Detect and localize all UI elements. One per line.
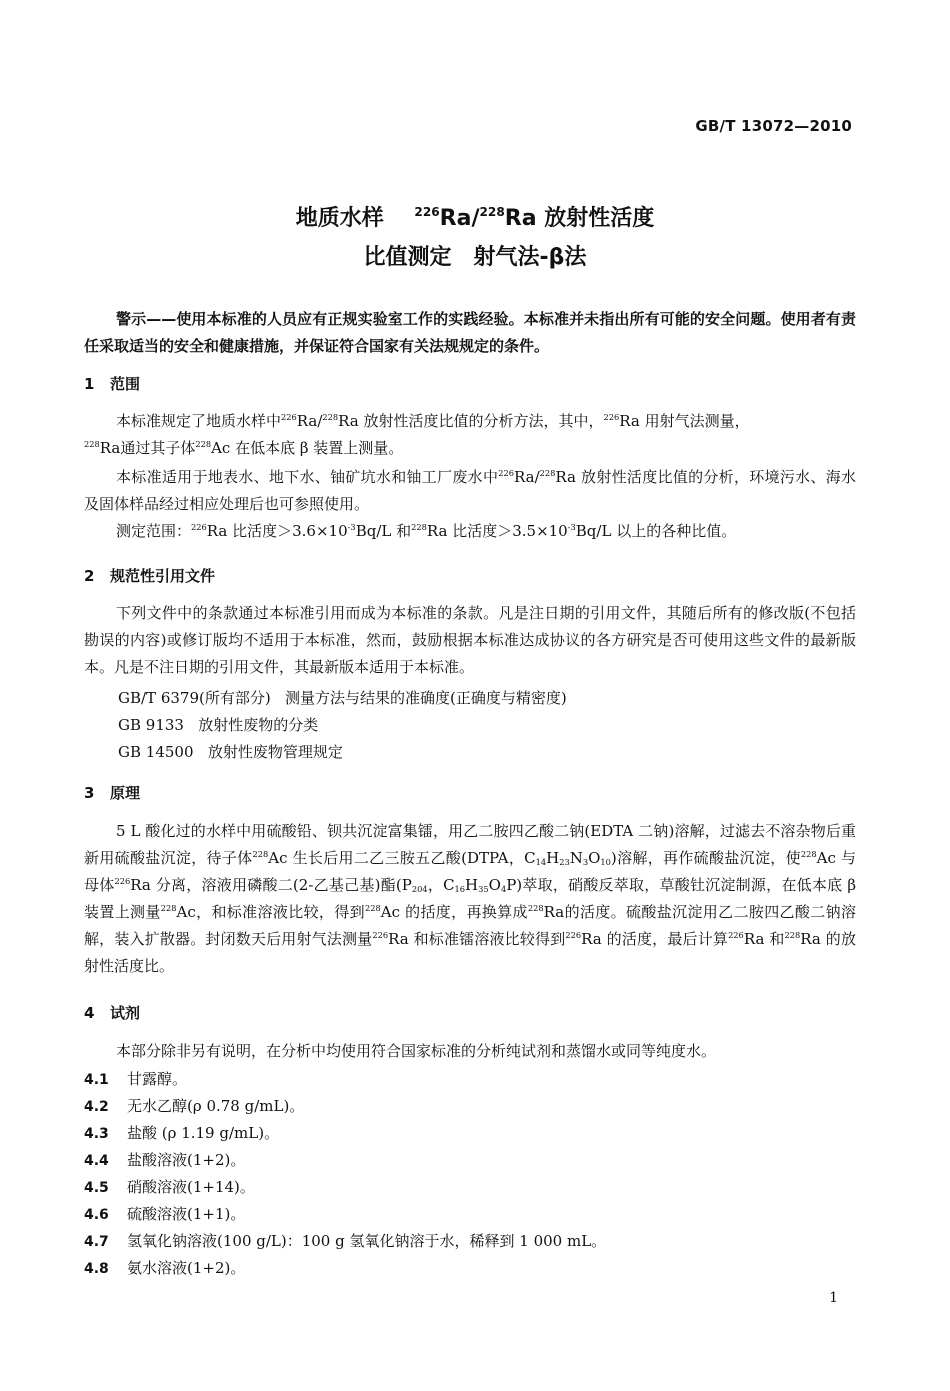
exponent: -3 [567, 521, 576, 532]
section-number: 2 [84, 567, 95, 585]
item-text: 硝酸溶液(1+14)。 [127, 1178, 255, 1196]
reagent-item [84, 1068, 187, 1089]
text-run: Ra 比活度＞3.6×10 [206, 522, 348, 540]
scope-paragraph-3 [84, 518, 856, 545]
text-run: N [569, 849, 583, 867]
scope-paragraph-2 [84, 464, 856, 518]
section-number: 4 [84, 1004, 95, 1022]
mass-number: 228 [195, 438, 212, 449]
text-run: Ra 和标准镭溶液比较得到 [388, 930, 566, 948]
subscript: 204 [411, 884, 428, 895]
item-number: 4.7 [84, 1234, 109, 1250]
section-number: 1 [84, 375, 95, 393]
mass-number: 226 [372, 929, 389, 940]
text-run: Ra 和 [743, 930, 785, 948]
item-text: 硫酸溶液(1+1)。 [127, 1205, 246, 1223]
item-number: 4.4 [84, 1153, 109, 1169]
subscript: 35 [478, 884, 489, 895]
section-title: 规范性引用文件 [110, 567, 216, 585]
mass-number: 226 [498, 467, 515, 478]
text-run: Ac 的括度，再换算成 [380, 903, 528, 921]
text-run: Ra的活度。硫酸盐沉淀用乙二胺四乙酸二钠溶解，装入扩散器。封闭数天后用射气法测量 [84, 903, 856, 948]
item-text: 盐酸溶液(1+2)。 [127, 1151, 246, 1169]
reference-title: 放射性废物的分类 [198, 716, 319, 734]
item-number: 4.1 [84, 1072, 109, 1088]
text-run: Bq/L 以上的各种比值。 [575, 522, 737, 540]
item-number: 4.5 [84, 1180, 109, 1196]
reagent-item [84, 1176, 255, 1197]
mass-number: 228 [539, 467, 556, 478]
scope-paragraph-1 [84, 408, 856, 462]
subscript: 3 [582, 857, 589, 868]
item-text: 氢氧化钠溶液(100 g/L)：100 g 氢氧化钠溶于水，稀释到 1 000 mL。 [127, 1232, 607, 1250]
reference-title: 放射性废物管理规定 [207, 743, 343, 761]
section-number: 3 [84, 784, 95, 802]
reference-code: GB 9133 [118, 716, 184, 734]
title-text: 地质水样 [295, 206, 384, 231]
mass-number: 228 [800, 848, 817, 859]
mass-number: 226 [191, 521, 207, 532]
reagent-item [84, 1230, 606, 1251]
text-run: Ac 生长后用二乙三胺五乙酸(DTPA，C [268, 849, 536, 867]
reagent-item [84, 1095, 304, 1116]
page-number: 1 [829, 1290, 838, 1306]
text-run: H [465, 876, 479, 894]
text-run: Ac 在低本底 β 装置上测量。 [211, 439, 404, 457]
text-run: O [588, 849, 601, 867]
text-run: O [488, 876, 501, 894]
reagents-intro-paragraph: 本部分除非另有说明，在分析中均使用符合国家标准的分析纯试剂和蒸馏水或同等纯度水。 [116, 1042, 717, 1060]
warning-paragraph: 警示——使用本标准的人员应有正规实验室工作的实践经验。本标准并未指出所有可能的安全问题。使用者有责任采取适当的安全和健康措施，并保证符合国家有关法规规定的条件。 [84, 310, 856, 355]
text-run: Ra 放射性活度比值的分析，环境污水、海水及固体样品经过相应处理后也可参照使用。 [84, 468, 856, 513]
mass-number: 228 [364, 902, 381, 913]
item-text: 盐酸 (ρ 1.19 g/mL)。 [127, 1124, 280, 1142]
subscript: 14 [535, 857, 547, 868]
text-run: Ac 与母体 [84, 849, 856, 894]
document-title [0, 201, 950, 232]
text-run: Ra通过其子体 [99, 439, 196, 457]
reference-item [118, 741, 343, 762]
text-run: Ra 比活度＞3.5×10 [426, 522, 568, 540]
text-run: Ra 用射气法测量， [619, 412, 750, 430]
text-run: Ra 的活度，最后计算 [581, 930, 729, 948]
mass-number: 228 [322, 411, 339, 422]
item-text: 甘露醇。 [127, 1070, 188, 1088]
reagent-item [84, 1203, 245, 1224]
text-run: ，C [427, 876, 455, 894]
reagent-item [84, 1149, 245, 1170]
mass-number: 228 [84, 438, 100, 449]
text-run: Ra 放射性活度比值的分析方法，其中， [338, 412, 604, 430]
section-heading-normative-references [84, 565, 215, 586]
text-run: Bq/L 和 [355, 522, 412, 540]
subscript: 23 [559, 857, 570, 868]
mass-number: 228 [527, 902, 544, 913]
text-run: 测定范围： [116, 522, 192, 540]
mass-number: 228 [252, 848, 269, 859]
text-run: 5 L 酸化过的水样中用硫酸铅、钡共沉淀富集镭，用乙二胺四乙酸二钠(EDTA 二钠)溶解，过滤去不溶杂物后重新用硫酸盐沉淀，待子体 [84, 822, 856, 867]
element-symbol: Ra [504, 206, 537, 231]
normative-intro-paragraph: 下列文件中的条款通过本标准引用而成为本标准的条款。凡是注日期的引用文件，其随后所有的修改版(不包括勘误的内容)或修订版均不适用于本标准，然而，鼓励根据本标准达成协议的各方研究是否可使用这些文件的最新版本。凡是不注日期的引用文件，其最新版本适用于本标准。 [84, 604, 856, 676]
mass-number: 226 [414, 204, 440, 219]
item-number: 4.2 [84, 1099, 109, 1115]
document-subtitle: 比值测定 射气法-β法 [363, 245, 587, 270]
reference-code: GB/T 6379(所有部分) [118, 689, 271, 707]
mass-number: 226 [565, 929, 582, 940]
text-run: Ra 分离，溶液用磷酸二(2-乙基己基)酯(P [130, 876, 412, 894]
reference-item [118, 714, 318, 735]
text-run: )溶解，再作硫酸盐沉淀，使 [610, 849, 801, 867]
mass-number: 226 [114, 875, 131, 886]
mass-number: 228 [160, 902, 177, 913]
reagent-item [84, 1122, 279, 1143]
text-run: Ac，和标准溶液比较，得到 [176, 903, 365, 921]
text-run: 本标准规定了地质水样中 [116, 412, 282, 430]
item-text: 无水乙醇(ρ 0.78 g/mL)。 [127, 1097, 305, 1115]
principle-paragraph [84, 818, 856, 980]
subscript: 10 [600, 857, 611, 868]
exponent: -3 [347, 521, 356, 532]
reference-code: GB 14500 [118, 743, 194, 761]
title-text: 放射性活度 [544, 206, 655, 231]
subscript: 4 [500, 884, 507, 895]
subscript: 16 [454, 884, 466, 895]
standard-code: GB/T 13072—2010 [695, 117, 852, 135]
reference-title: 测量方法与结果的准确度(正确度与精密度) [285, 689, 567, 707]
text-run: Ra/ [514, 468, 540, 486]
text-run: Ra 的放射性活度比。 [84, 930, 856, 975]
text-run: Ra/ [296, 412, 323, 430]
section-title: 试剂 [110, 1004, 141, 1022]
mass-number: 226 [281, 411, 297, 422]
item-text: 氨水溶液(1+2)。 [127, 1259, 246, 1277]
section-title: 原理 [110, 784, 141, 802]
text-run: 本标准适用于地表水、地下水、铀矿坑水和铀工厂废水中 [116, 468, 499, 486]
reagent-item [84, 1257, 245, 1278]
item-number: 4.6 [84, 1207, 109, 1223]
mass-number: 228 [784, 929, 801, 940]
section-title: 范围 [110, 375, 141, 393]
mass-number: 228 [411, 521, 427, 532]
element-symbol: Ra/ [439, 206, 480, 231]
item-number: 4.3 [84, 1126, 109, 1142]
section-heading-principle [84, 782, 140, 803]
mass-number: 228 [479, 204, 505, 219]
section-heading-scope [84, 373, 140, 394]
text-run: P)萃取，硝酸反萃取，草酸钍沉淀制源，在低本底 β 装置上测量 [84, 876, 856, 921]
mass-number: 226 [603, 411, 620, 422]
text-run: H [546, 849, 560, 867]
reference-item [118, 687, 567, 708]
mass-number: 226 [728, 929, 744, 940]
section-heading-reagents [84, 1002, 140, 1023]
item-number: 4.8 [84, 1261, 109, 1277]
